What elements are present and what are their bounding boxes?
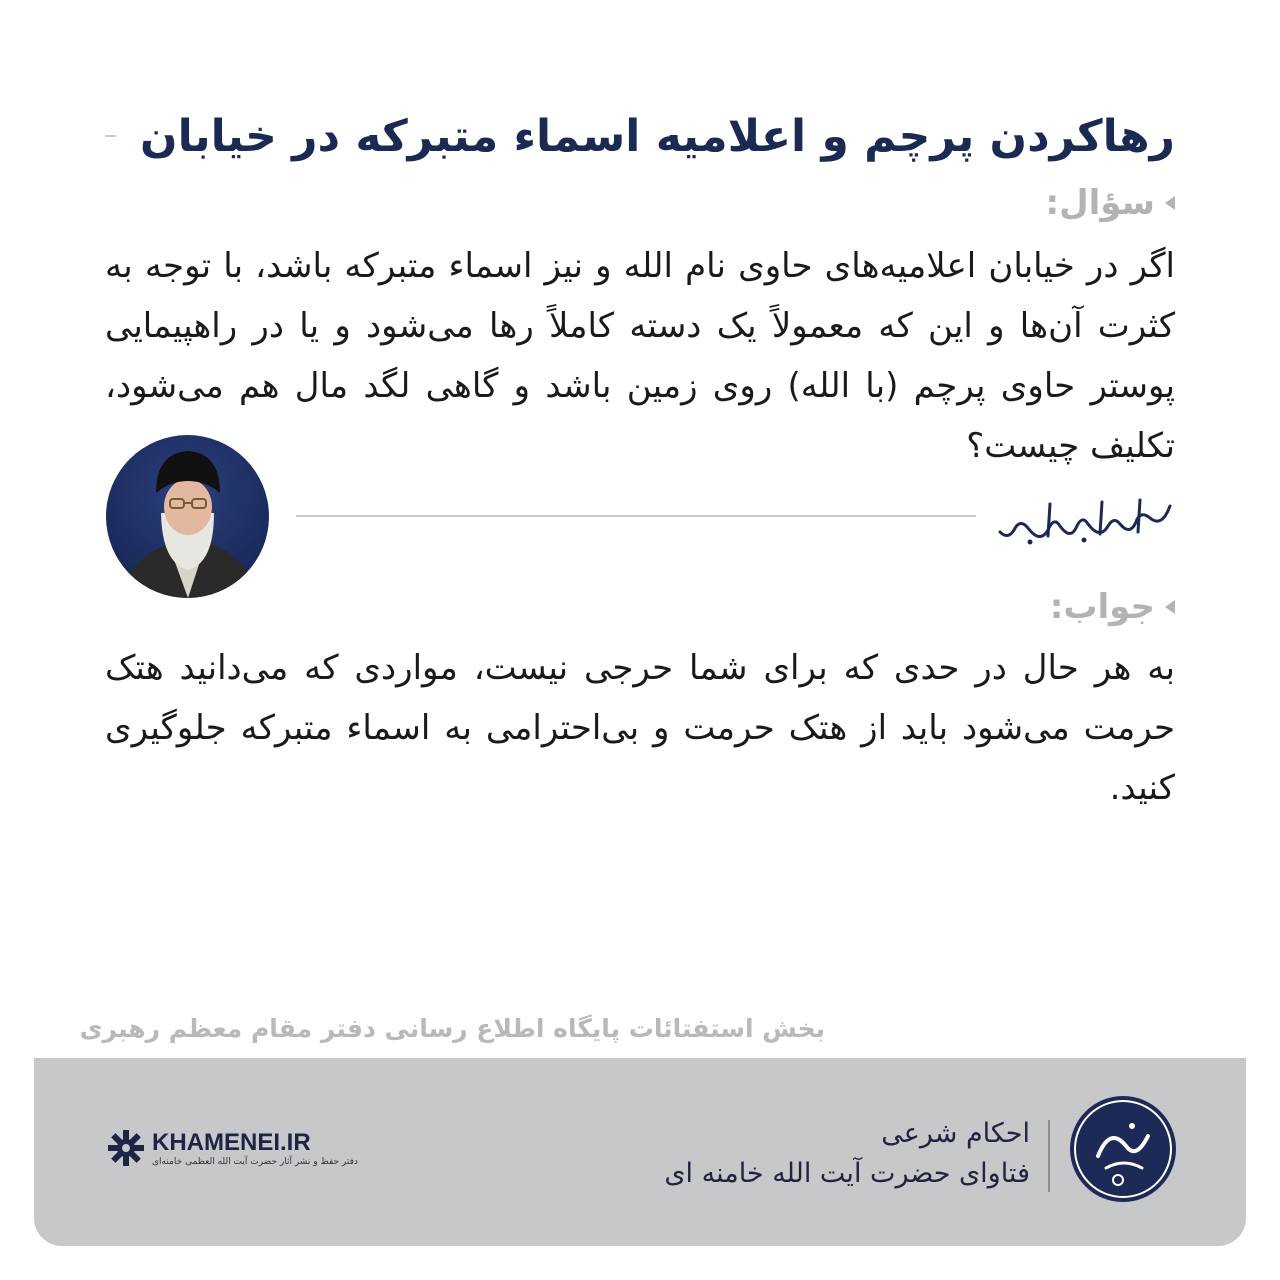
triangle-bullet-icon [1165, 600, 1175, 614]
question-label [1045, 178, 1175, 228]
portrait-figure-icon [106, 435, 269, 598]
footer-bar [34, 1058, 1246, 1246]
answer-text: به هر حال در حدی که برای شما حرجی نیست، مواردی که می‌دانید هتک حرمت می‌شود باید از هتک حرمت و بی‌احترامی به اسماء متبرکه جلوگیری کنید. [105, 648, 1175, 808]
footer-caption [664, 1114, 1030, 1194]
maaref-seal-icon [1070, 1096, 1176, 1202]
answer-label-text: جواب: [1049, 587, 1155, 627]
khamenei-flower-icon [106, 1128, 146, 1168]
page-title: رهاکردن پرچم و اعلامیه اسماء متبرکه در خیابان [140, 110, 1175, 162]
source-credit: بخش استفتائات پایگاه اطلاع رسانی دفتر مقام معظم رهبری [79, 1014, 825, 1043]
triangle-bullet-icon [1165, 196, 1175, 210]
khamenei-logo[interactable] [106, 1128, 358, 1168]
footer-line-2: فتاوای حضرت آیت الله خامنه ای [664, 1158, 1030, 1189]
portrait-avatar [106, 435, 269, 598]
question-text: اگر در خیابان اعلامیه‌های حاوی نام الله و نیز اسماء متبرکه باشد، با توجه به کثرت آن‌ها و این که معمولاً یک دسته کاملاً رها می‌شود و یا در راهپیمایی پوستر حاوی پرچم (با الله) روی زمین باشد و گاهی لگد مال هم می‌شود، تکلیف چیست؟ [105, 246, 1175, 466]
khamenei-brand-text: KHAMENEI.IR [152, 1129, 311, 1156]
answer-label [1050, 582, 1175, 632]
basmala-calligraphy [990, 488, 1180, 548]
title-row [105, 100, 1175, 172]
title-divider [105, 135, 116, 137]
question-label-text: سؤال: [1045, 183, 1155, 223]
basmala-signature-icon [990, 488, 1180, 548]
footer-line-1: احکام شرعی [881, 1118, 1030, 1149]
maaref-seal-logo [1070, 1096, 1176, 1202]
basmala-divider [296, 515, 976, 517]
khamenei-tagline: دفتر حفظ و نشر آثار حضرت آیت الله العظمی خامنه‌ای [152, 1157, 358, 1167]
footer-separator [1048, 1120, 1050, 1192]
